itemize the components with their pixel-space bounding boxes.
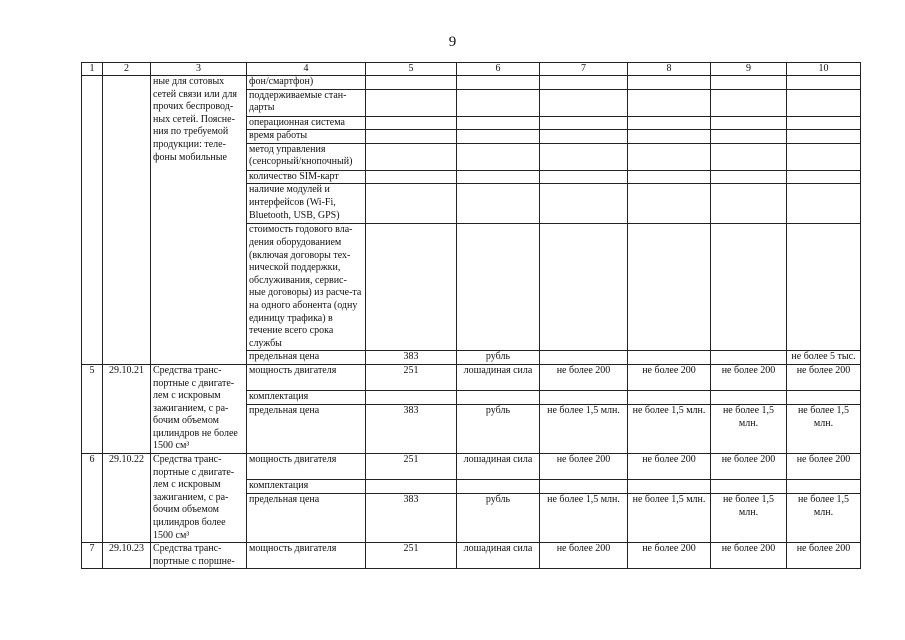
value-cell	[457, 390, 540, 404]
value-cell	[457, 130, 540, 144]
table-row	[82, 543, 861, 569]
row-number-cell: 6	[82, 454, 103, 543]
column-number-row	[82, 63, 861, 76]
value-cell	[628, 351, 711, 365]
value-cell	[711, 480, 787, 494]
code-cell: 29.10.21	[103, 364, 151, 453]
characteristic-cell: время работы	[247, 130, 366, 144]
value-cell	[711, 116, 787, 130]
characteristic-cell: фон/смартфон)	[247, 76, 366, 90]
value-cell: не более 5 тыс.	[787, 351, 861, 365]
product-name-cell: Средства транс-портные с двигате-лем с искровым зажиганием, с ра-бочим объемом цилиндров более 1500 см³	[151, 454, 247, 543]
value-cell	[787, 116, 861, 130]
value-cell	[787, 130, 861, 144]
value-cell	[457, 184, 540, 224]
value-cell	[366, 116, 457, 130]
column-header: 2	[103, 63, 151, 76]
value-cell: 383	[366, 351, 457, 365]
row-number-cell: 5	[82, 364, 103, 453]
value-cell	[711, 184, 787, 224]
column-header: 4	[247, 63, 366, 76]
value-cell	[457, 143, 540, 170]
value-cell	[540, 130, 628, 144]
value-cell: лошадиная сила	[457, 543, 540, 569]
value-cell	[540, 170, 628, 184]
value-cell: лошадиная сила	[457, 454, 540, 480]
characteristic-cell: наличие модулей и интерфейсов (Wi-Fi, Bluetooth, USB, GPS)	[247, 184, 366, 224]
value-cell	[711, 351, 787, 365]
value-cell	[787, 184, 861, 224]
value-cell	[540, 184, 628, 224]
value-cell: не более 1,5 млн.	[711, 404, 787, 453]
characteristic-cell: метод управления (сенсорный/кнопочный)	[247, 143, 366, 170]
value-cell: не более 1,5 млн.	[540, 404, 628, 453]
value-cell: 251	[366, 543, 457, 569]
value-cell: 251	[366, 364, 457, 390]
value-cell	[628, 143, 711, 170]
value-cell	[366, 170, 457, 184]
page-number: 9	[448, 34, 457, 50]
value-cell	[787, 390, 861, 404]
value-cell	[711, 390, 787, 404]
code-cell: 29.10.22	[103, 454, 151, 543]
column-header: 8	[628, 63, 711, 76]
value-cell	[711, 130, 787, 144]
value-cell: рубль	[457, 494, 540, 543]
value-cell: не более 200	[711, 543, 787, 569]
characteristic-cell: мощность двигателя	[247, 543, 366, 569]
row-number-cell	[82, 76, 103, 365]
value-cell: не более 200	[628, 364, 711, 390]
characteristic-cell: предельная цена	[247, 494, 366, 543]
value-cell	[628, 480, 711, 494]
value-cell	[787, 170, 861, 184]
value-cell: не более 200	[540, 454, 628, 480]
column-header: 5	[366, 63, 457, 76]
value-cell	[711, 89, 787, 116]
characteristic-cell: операционная система	[247, 116, 366, 130]
characteristic-cell: комплектация	[247, 480, 366, 494]
value-cell	[787, 89, 861, 116]
characteristic-cell: количество SIM-карт	[247, 170, 366, 184]
value-cell	[540, 224, 628, 351]
value-cell	[457, 76, 540, 90]
value-cell	[457, 224, 540, 351]
value-cell	[628, 224, 711, 351]
value-cell	[366, 143, 457, 170]
table-row	[82, 364, 861, 390]
value-cell	[457, 170, 540, 184]
characteristic-cell: комплектация	[247, 390, 366, 404]
value-cell: не более 200	[711, 364, 787, 390]
value-cell: не более 200	[540, 364, 628, 390]
value-cell	[628, 130, 711, 144]
code-cell	[103, 76, 151, 365]
value-cell	[540, 351, 628, 365]
column-header: 6	[457, 63, 540, 76]
value-cell	[787, 224, 861, 351]
value-cell	[787, 143, 861, 170]
value-cell: лошадиная сила	[457, 364, 540, 390]
characteristic-cell: мощность двигателя	[247, 364, 366, 390]
value-cell	[366, 480, 457, 494]
characteristic-cell: стоимость годового вла-дения оборудованием (включая договоры тех-нической поддержки, обслуживания, сервис-ные договоры) из расче-та на одного абонента (одну единицу трафика) в течение всего срока службы	[247, 224, 366, 351]
value-cell: рубль	[457, 351, 540, 365]
value-cell	[711, 76, 787, 90]
column-header: 7	[540, 63, 628, 76]
value-cell: не более 200	[787, 364, 861, 390]
characteristic-cell: предельная цена	[247, 351, 366, 365]
table-row	[82, 454, 861, 480]
characteristic-cell: предельная цена	[247, 404, 366, 453]
value-cell	[540, 89, 628, 116]
value-cell	[366, 89, 457, 116]
specification-table	[81, 62, 861, 569]
characteristic-cell: поддерживаемые стан-дарты	[247, 89, 366, 116]
value-cell	[366, 390, 457, 404]
value-cell	[540, 480, 628, 494]
value-cell	[711, 170, 787, 184]
column-header: 3	[151, 63, 247, 76]
value-cell	[787, 480, 861, 494]
value-cell: рубль	[457, 404, 540, 453]
value-cell: не более 1,5 млн.	[787, 494, 861, 543]
characteristic-cell: мощность двигателя	[247, 454, 366, 480]
value-cell	[457, 89, 540, 116]
value-cell: не более 200	[628, 543, 711, 569]
value-cell	[628, 390, 711, 404]
column-header: 10	[787, 63, 861, 76]
value-cell: 383	[366, 404, 457, 453]
value-cell	[540, 76, 628, 90]
value-cell	[540, 116, 628, 130]
value-cell	[628, 116, 711, 130]
table-row	[82, 76, 861, 90]
value-cell	[628, 170, 711, 184]
value-cell: не более 200	[787, 543, 861, 569]
product-name-cell: Средства транс-портные с двигате-лем с искровым зажиганием, с ра-бочим объемом цилиндров не более 1500 см³	[151, 364, 247, 453]
value-cell: не более 200	[540, 543, 628, 569]
value-cell: не более 1,5 млн.	[711, 494, 787, 543]
value-cell	[540, 143, 628, 170]
value-cell	[366, 76, 457, 90]
value-cell: не более 200	[711, 454, 787, 480]
value-cell	[628, 184, 711, 224]
column-header: 9	[711, 63, 787, 76]
row-number-cell: 7	[82, 543, 103, 569]
value-cell	[711, 224, 787, 351]
column-header: 1	[82, 63, 103, 76]
value-cell	[628, 89, 711, 116]
code-cell: 29.10.23	[103, 543, 151, 569]
value-cell: не более 200	[787, 454, 861, 480]
value-cell	[366, 130, 457, 144]
value-cell	[457, 480, 540, 494]
value-cell	[711, 143, 787, 170]
value-cell	[787, 76, 861, 90]
value-cell	[540, 390, 628, 404]
product-name-cell: Средства транс-портные с поршне-	[151, 543, 247, 569]
value-cell	[628, 76, 711, 90]
value-cell	[366, 224, 457, 351]
value-cell: 383	[366, 494, 457, 543]
value-cell	[457, 116, 540, 130]
value-cell: не более 200	[628, 454, 711, 480]
value-cell: не более 1,5 млн.	[628, 404, 711, 453]
product-name-cell: ные для сотовых сетей связи или для прочих беспровод-ных сетей. Поясне-ния по требуемой продукции: теле-фоны мобильные	[151, 76, 247, 365]
value-cell: 251	[366, 454, 457, 480]
value-cell: не более 1,5 млн.	[540, 494, 628, 543]
value-cell: не более 1,5 млн.	[787, 404, 861, 453]
value-cell	[366, 184, 457, 224]
value-cell: не более 1,5 млн.	[628, 494, 711, 543]
